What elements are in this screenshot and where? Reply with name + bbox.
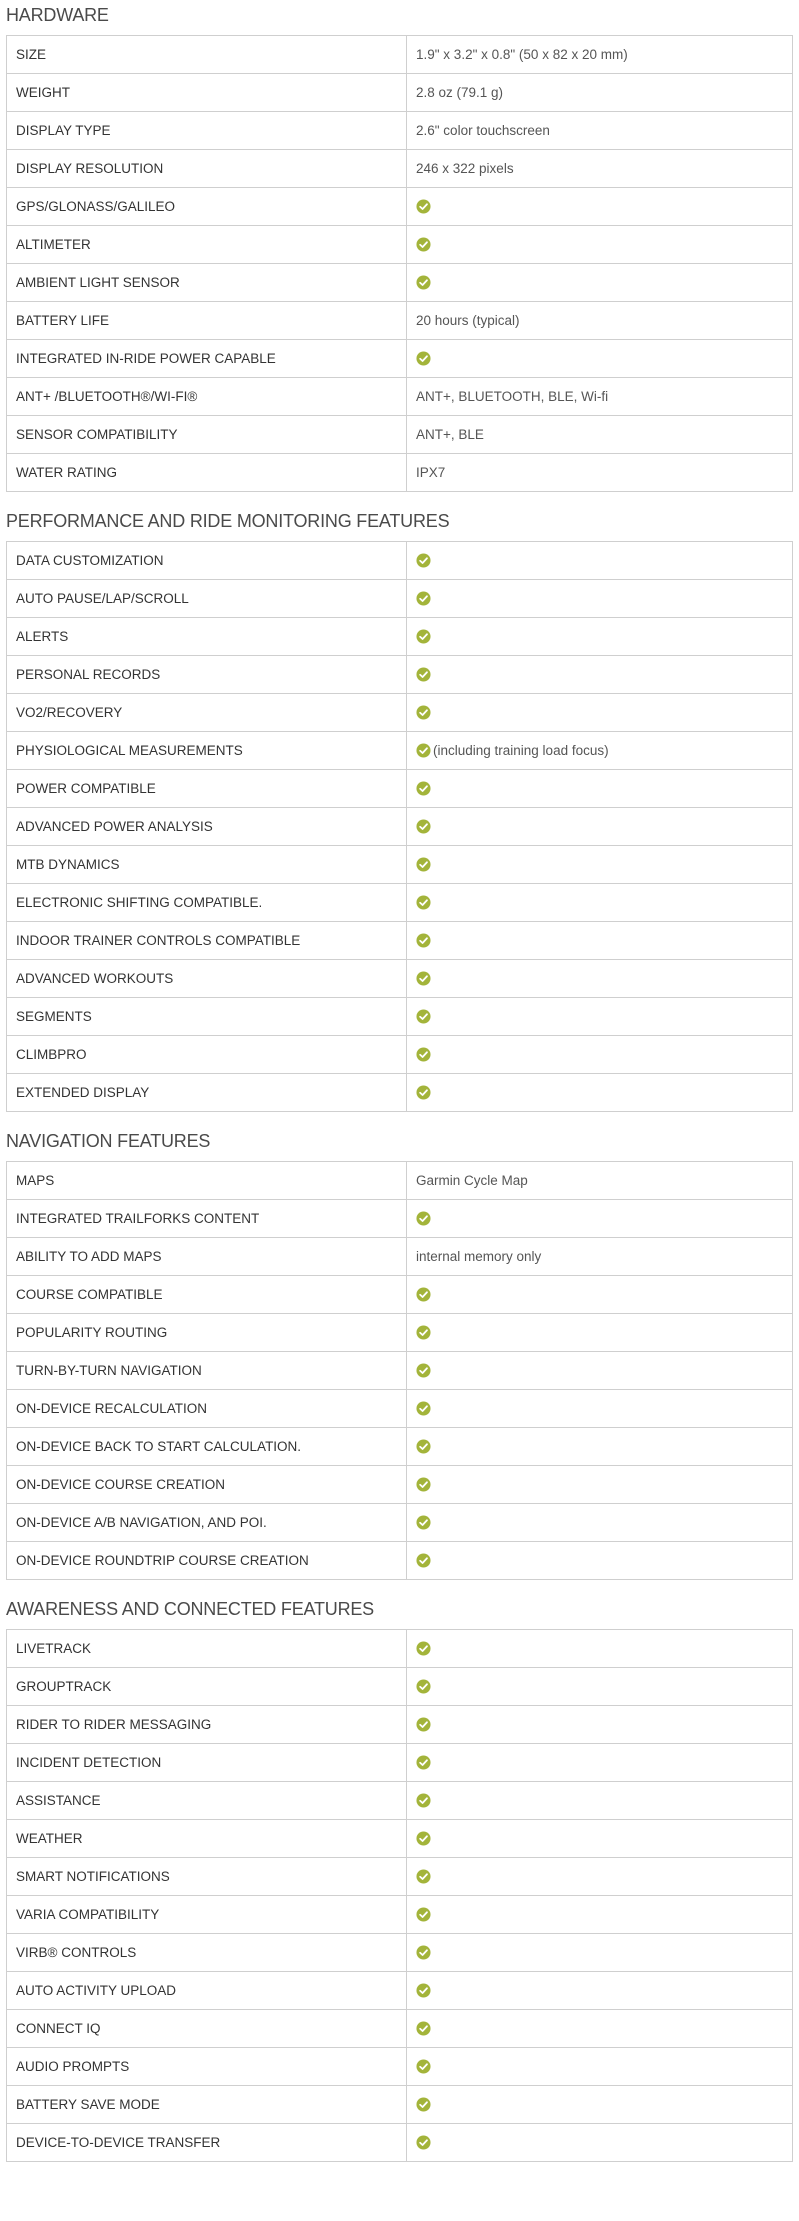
spec-row bbox=[7, 1352, 793, 1390]
spec-value-cell bbox=[407, 454, 793, 492]
spec-table bbox=[6, 35, 793, 492]
spec-label: ON-DEVICE ROUNDTRIP COURSE CREATION bbox=[7, 1542, 407, 1580]
check-circle-icon bbox=[416, 1439, 431, 1454]
spec-label: ON-DEVICE RECALCULATION bbox=[7, 1390, 407, 1428]
spec-value-cell bbox=[407, 1630, 793, 1668]
check-circle-icon bbox=[416, 857, 431, 872]
spec-row bbox=[7, 2086, 793, 2124]
spec-row bbox=[7, 150, 793, 188]
spec-row bbox=[7, 1390, 793, 1428]
section-title: AWARENESS AND CONNECTED FEATURES bbox=[6, 1599, 374, 1619]
spec-value-cell bbox=[407, 846, 793, 884]
check-circle-icon bbox=[416, 1009, 431, 1024]
check-circle-icon bbox=[416, 743, 431, 758]
spec-value-cell bbox=[407, 580, 793, 618]
spec-value: 2.8 oz (79.1 g) bbox=[416, 85, 504, 100]
spec-row bbox=[7, 922, 793, 960]
spec-value-cell bbox=[407, 188, 793, 226]
check-circle-icon bbox=[416, 1641, 431, 1656]
spec-label: AUTO PAUSE/LAP/SCROLL bbox=[7, 580, 407, 618]
spec-value: internal memory only bbox=[416, 1249, 542, 1264]
spec-label: SEGMENTS bbox=[7, 998, 407, 1036]
section-gap bbox=[0, 1112, 799, 1126]
check-circle-icon bbox=[416, 1945, 431, 1960]
spec-value-cell bbox=[407, 150, 793, 188]
check-circle-icon bbox=[416, 1869, 431, 1884]
spec-value-cell bbox=[407, 542, 793, 580]
check-circle-icon bbox=[416, 1047, 431, 1062]
spec-label: PERSONAL RECORDS bbox=[7, 656, 407, 694]
spec-label: ON-DEVICE COURSE CREATION bbox=[7, 1466, 407, 1504]
spec-row bbox=[7, 1706, 793, 1744]
spec-label: CLIMBPRO bbox=[7, 1036, 407, 1074]
spec-value: ANT+, BLUETOOTH, BLE, Wi-fi bbox=[416, 389, 609, 404]
spec-row bbox=[7, 808, 793, 846]
spec-row bbox=[7, 846, 793, 884]
spec-value-cell bbox=[407, 1314, 793, 1352]
spec-value-cell bbox=[407, 264, 793, 302]
check-circle-icon bbox=[416, 819, 431, 834]
spec-row bbox=[7, 1074, 793, 1112]
spec-label: INCIDENT DETECTION bbox=[7, 1744, 407, 1782]
check-circle-icon bbox=[416, 1325, 431, 1340]
spec-row bbox=[7, 1428, 793, 1466]
section-title: NAVIGATION FEATURES bbox=[6, 1131, 211, 1151]
check-circle-icon bbox=[416, 1553, 431, 1568]
spec-row bbox=[7, 1504, 793, 1542]
spec-label: POWER COMPATIBLE bbox=[7, 770, 407, 808]
check-circle-icon bbox=[416, 2135, 431, 2150]
spec-row bbox=[7, 1668, 793, 1706]
spec-value-cell bbox=[407, 1352, 793, 1390]
spec-value-cell bbox=[407, 340, 793, 378]
spec-row bbox=[7, 112, 793, 150]
spec-label: AUDIO PROMPTS bbox=[7, 2048, 407, 2086]
check-circle-icon bbox=[416, 1831, 431, 1846]
spec-label: ABILITY TO ADD MAPS bbox=[7, 1238, 407, 1276]
spec-label: CONNECT IQ bbox=[7, 2010, 407, 2048]
spec-value-cell bbox=[407, 36, 793, 74]
spec-value-cell bbox=[407, 2010, 793, 2048]
spec-value: ANT+, BLE bbox=[416, 427, 484, 442]
spec-value-cell bbox=[407, 656, 793, 694]
spec-value-cell bbox=[407, 732, 793, 770]
spec-value: 2.6" color touchscreen bbox=[416, 123, 550, 138]
spec-value-cell bbox=[407, 1162, 793, 1200]
spec-row bbox=[7, 1934, 793, 1972]
spec-value-cell bbox=[407, 1542, 793, 1580]
spec-value: 1.9" x 3.2" x 0.8" (50 x 82 x 20 mm) bbox=[416, 47, 628, 62]
spec-label: SMART NOTIFICATIONS bbox=[7, 1858, 407, 1896]
spec-value-cell bbox=[407, 112, 793, 150]
check-circle-icon bbox=[416, 629, 431, 644]
check-circle-icon bbox=[416, 1515, 431, 1530]
spec-label: MAPS bbox=[7, 1162, 407, 1200]
spec-label: ANT+ /BLUETOOTH®/WI-FI® bbox=[7, 378, 407, 416]
check-circle-icon bbox=[416, 1717, 431, 1732]
spec-label: BATTERY LIFE bbox=[7, 302, 407, 340]
spec-label: GROUPTRACK bbox=[7, 1668, 407, 1706]
spec-row bbox=[7, 378, 793, 416]
spec-row bbox=[7, 226, 793, 264]
check-circle-icon bbox=[416, 275, 431, 290]
spec-label: LIVETRACK bbox=[7, 1630, 407, 1668]
spec-value-cell bbox=[407, 618, 793, 656]
spec-row bbox=[7, 1276, 793, 1314]
spec-row bbox=[7, 1238, 793, 1276]
spec-value-cell bbox=[407, 694, 793, 732]
spec-value-cell bbox=[407, 922, 793, 960]
spec-row bbox=[7, 1314, 793, 1352]
spec-label: ADVANCED WORKOUTS bbox=[7, 960, 407, 998]
spec-row bbox=[7, 884, 793, 922]
spec-label: MTB DYNAMICS bbox=[7, 846, 407, 884]
spec-label: DEVICE-TO-DEVICE TRANSFER bbox=[7, 2124, 407, 2162]
spec-value-cell bbox=[407, 1200, 793, 1238]
spec-row bbox=[7, 1162, 793, 1200]
spec-label: SENSOR COMPATIBILITY bbox=[7, 416, 407, 454]
spec-row bbox=[7, 1820, 793, 1858]
spec-value-cell bbox=[407, 302, 793, 340]
spec-value-cell bbox=[407, 1934, 793, 1972]
check-circle-icon bbox=[416, 199, 431, 214]
spec-row bbox=[7, 1630, 793, 1668]
check-circle-icon bbox=[416, 1211, 431, 1226]
spec-label: AMBIENT LIGHT SENSOR bbox=[7, 264, 407, 302]
spec-label: PHYSIOLOGICAL MEASUREMENTS bbox=[7, 732, 407, 770]
spec-label: VO2/RECOVERY bbox=[7, 694, 407, 732]
check-circle-icon bbox=[416, 2021, 431, 2036]
spec-value-cell bbox=[407, 378, 793, 416]
spec-value: (including training load focus) bbox=[433, 743, 609, 758]
spec-value-cell bbox=[407, 1896, 793, 1934]
spec-label: RIDER TO RIDER MESSAGING bbox=[7, 1706, 407, 1744]
check-circle-icon bbox=[416, 781, 431, 796]
spec-row bbox=[7, 732, 793, 770]
spec-row bbox=[7, 264, 793, 302]
spec-label: SIZE bbox=[7, 36, 407, 74]
spec-table bbox=[6, 541, 793, 1112]
spec-row bbox=[7, 960, 793, 998]
spec-label: INTEGRATED TRAILFORKS CONTENT bbox=[7, 1200, 407, 1238]
check-circle-icon bbox=[416, 2097, 431, 2112]
section-title: PERFORMANCE AND RIDE MONITORING FEATURES bbox=[6, 511, 450, 531]
spec-table bbox=[6, 1629, 793, 2162]
spec-label: WEATHER bbox=[7, 1820, 407, 1858]
check-circle-icon bbox=[416, 971, 431, 986]
spec-value-cell bbox=[407, 1972, 793, 2010]
check-circle-icon bbox=[416, 1983, 431, 1998]
spec-value-cell bbox=[407, 1504, 793, 1542]
spec-label: VARIA COMPATIBILITY bbox=[7, 1896, 407, 1934]
spec-row bbox=[7, 694, 793, 732]
spec-value-cell bbox=[407, 74, 793, 112]
spec-value-cell bbox=[407, 1428, 793, 1466]
spec-label: DISPLAY RESOLUTION bbox=[7, 150, 407, 188]
check-circle-icon bbox=[416, 1477, 431, 1492]
spec-row bbox=[7, 2124, 793, 2162]
spec-row bbox=[7, 188, 793, 226]
spec-value: 20 hours (typical) bbox=[416, 313, 520, 328]
spec-value: IPX7 bbox=[416, 465, 446, 480]
spec-label: TURN-BY-TURN NAVIGATION bbox=[7, 1352, 407, 1390]
spec-label: ADVANCED POWER ANALYSIS bbox=[7, 808, 407, 846]
spec-row bbox=[7, 74, 793, 112]
spec-value: 246 x 322 pixels bbox=[416, 161, 514, 176]
spec-label: ON-DEVICE A/B NAVIGATION, AND POI. bbox=[7, 1504, 407, 1542]
spec-row bbox=[7, 2010, 793, 2048]
spec-label: EXTENDED DISPLAY bbox=[7, 1074, 407, 1112]
spec-label: WATER RATING bbox=[7, 454, 407, 492]
section-gap bbox=[0, 1580, 799, 1594]
spec-row bbox=[7, 542, 793, 580]
spec-label: POPULARITY ROUTING bbox=[7, 1314, 407, 1352]
spec-label: GPS/GLONASS/GALILEO bbox=[7, 188, 407, 226]
check-circle-icon bbox=[416, 1907, 431, 1922]
spec-value-cell bbox=[407, 770, 793, 808]
spec-row bbox=[7, 1200, 793, 1238]
spec-label: DATA CUSTOMIZATION bbox=[7, 542, 407, 580]
spec-row bbox=[7, 1972, 793, 2010]
spec-label: INTEGRATED IN-RIDE POWER CAPABLE bbox=[7, 340, 407, 378]
spec-row bbox=[7, 454, 793, 492]
spec-label: WEIGHT bbox=[7, 74, 407, 112]
section-title: HARDWARE bbox=[6, 5, 109, 25]
spec-row bbox=[7, 1744, 793, 1782]
spec-label: ALTIMETER bbox=[7, 226, 407, 264]
check-circle-icon bbox=[416, 1793, 431, 1808]
spec-value-cell bbox=[407, 808, 793, 846]
spec-row bbox=[7, 998, 793, 1036]
spec-value-cell bbox=[407, 2124, 793, 2162]
check-circle-icon bbox=[416, 1755, 431, 1770]
spec-label: ASSISTANCE bbox=[7, 1782, 407, 1820]
spec-value-cell bbox=[407, 1782, 793, 1820]
spec-row bbox=[7, 656, 793, 694]
spec-label: DISPLAY TYPE bbox=[7, 112, 407, 150]
spec-value-cell bbox=[407, 960, 793, 998]
spec-value-cell bbox=[407, 1744, 793, 1782]
check-circle-icon bbox=[416, 1401, 431, 1416]
check-circle-icon bbox=[416, 591, 431, 606]
spec-row bbox=[7, 1858, 793, 1896]
spec-value-cell bbox=[407, 998, 793, 1036]
spec-value-cell bbox=[407, 1466, 793, 1504]
spec-value-cell bbox=[407, 2048, 793, 2086]
spec-label: AUTO ACTIVITY UPLOAD bbox=[7, 1972, 407, 2010]
spec-label: BATTERY SAVE MODE bbox=[7, 2086, 407, 2124]
check-circle-icon bbox=[416, 667, 431, 682]
spec-label: VIRB® CONTROLS bbox=[7, 1934, 407, 1972]
spec-value-cell bbox=[407, 416, 793, 454]
spec-value-cell bbox=[407, 1036, 793, 1074]
spec-label: ELECTRONIC SHIFTING COMPATIBLE. bbox=[7, 884, 407, 922]
spec-value-cell bbox=[407, 1858, 793, 1896]
check-circle-icon bbox=[416, 553, 431, 568]
spec-row bbox=[7, 1466, 793, 1504]
spec-value-cell bbox=[407, 1276, 793, 1314]
spec-label: INDOOR TRAINER CONTROLS COMPATIBLE bbox=[7, 922, 407, 960]
spec-value: Garmin Cycle Map bbox=[416, 1173, 528, 1188]
spec-label: ALERTS bbox=[7, 618, 407, 656]
check-circle-icon bbox=[416, 1287, 431, 1302]
check-circle-icon bbox=[416, 1363, 431, 1378]
check-circle-icon bbox=[416, 237, 431, 252]
spec-value-cell bbox=[407, 1668, 793, 1706]
check-circle-icon bbox=[416, 2059, 431, 2074]
spec-value-cell bbox=[407, 1820, 793, 1858]
spec-row bbox=[7, 1036, 793, 1074]
check-circle-icon bbox=[416, 933, 431, 948]
spec-value-cell bbox=[407, 1074, 793, 1112]
spec-value-cell bbox=[407, 2086, 793, 2124]
check-circle-icon bbox=[416, 1679, 431, 1694]
spec-row bbox=[7, 618, 793, 656]
spec-label: COURSE COMPATIBLE bbox=[7, 1276, 407, 1314]
check-circle-icon bbox=[416, 705, 431, 720]
spec-value-cell bbox=[407, 1238, 793, 1276]
spec-row bbox=[7, 1782, 793, 1820]
spec-row bbox=[7, 1896, 793, 1934]
spec-value-cell bbox=[407, 1390, 793, 1428]
spec-row bbox=[7, 340, 793, 378]
section-gap bbox=[0, 492, 799, 506]
spec-label: ON-DEVICE BACK TO START CALCULATION. bbox=[7, 1428, 407, 1466]
spec-row bbox=[7, 2048, 793, 2086]
spec-row bbox=[7, 302, 793, 340]
spec-row bbox=[7, 770, 793, 808]
spec-row bbox=[7, 36, 793, 74]
spec-row bbox=[7, 580, 793, 618]
check-circle-icon bbox=[416, 895, 431, 910]
spec-value-cell bbox=[407, 884, 793, 922]
spec-value-cell bbox=[407, 226, 793, 264]
spec-row bbox=[7, 1542, 793, 1580]
spec-value-cell bbox=[407, 1706, 793, 1744]
spec-table bbox=[6, 1161, 793, 1580]
check-circle-icon bbox=[416, 1085, 431, 1100]
spec-row bbox=[7, 416, 793, 454]
check-circle-icon bbox=[416, 351, 431, 366]
